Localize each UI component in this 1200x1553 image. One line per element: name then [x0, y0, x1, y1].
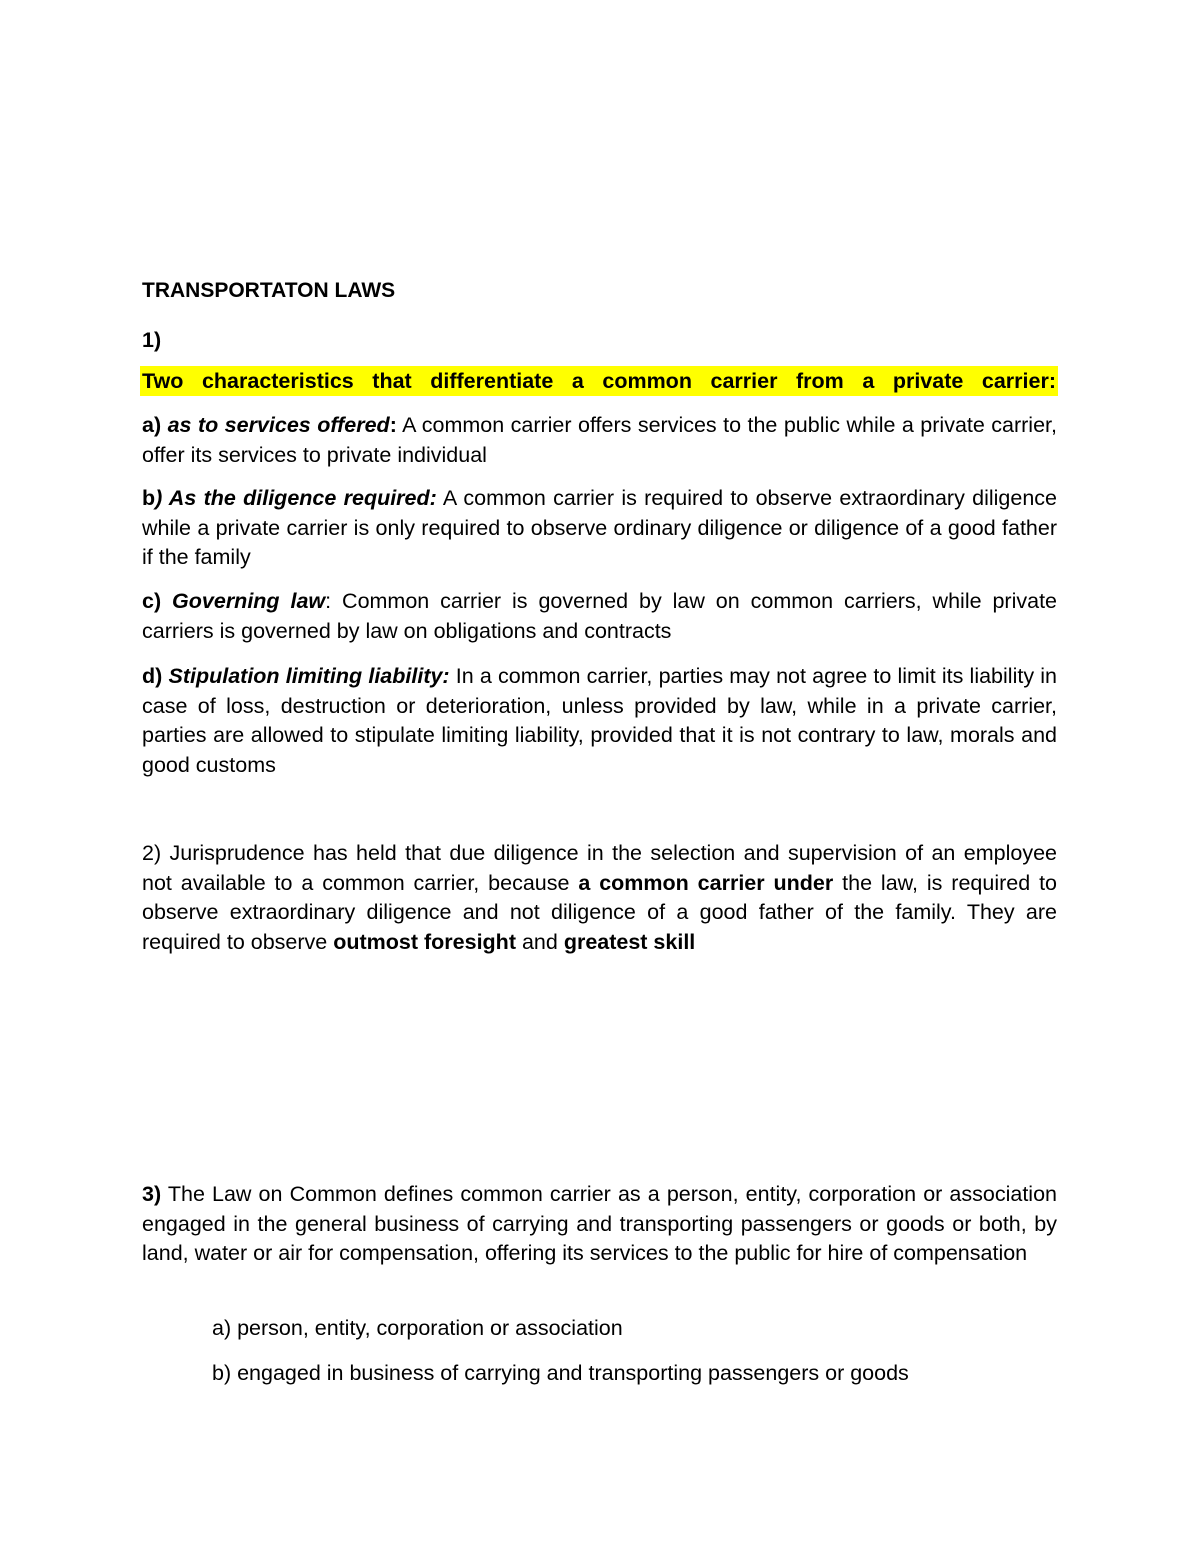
item-c-sep: :	[325, 589, 332, 613]
item-a-label: a)	[142, 413, 162, 437]
item-a-term: as to services offered	[167, 413, 390, 437]
q3-text: The Law on Common defines common carrier as a person, entity, corporation or association engaged in the general business of carrying and transporting passengers or goods or both, by land, water or air for compensation, offering its services to the public for hire of compensation	[142, 1182, 1057, 1265]
q2-bold-2: outmost foresight	[333, 929, 516, 954]
q3-sub-item-a: a) person, entity, corporation or association	[212, 1316, 623, 1340]
item-c-term: Governing law	[172, 589, 326, 613]
q2-part-3: and	[515, 929, 564, 954]
item-d-label: d)	[142, 664, 163, 688]
item-b-sep: :	[429, 486, 437, 510]
item-a	[142, 411, 1057, 470]
item-b	[142, 484, 1057, 573]
item-b-label: b	[142, 486, 156, 510]
item-c-text: Common carrier is governed by law on common carriers, while private carriers is governed by law on obligations and contracts	[142, 589, 1057, 643]
q3-number: 3)	[142, 1182, 162, 1206]
question-2	[142, 839, 1057, 957]
document-title: TRANSPORTATON LAWS	[142, 279, 396, 302]
q2-bold-1: a common carrier under	[578, 870, 834, 895]
item-b-term: ) As the diligence required	[155, 486, 430, 510]
item-a-text: A common carrier offers services to the public while a private carrier, offer its services to private individual	[142, 413, 1057, 467]
q3-sub-item-b: b) engaged in business of carrying and transporting passengers or goods	[212, 1361, 909, 1385]
q2-part-2: the law, is required to observe extraordinary diligence and not diligence of a good father of the family. They are required to observe	[142, 870, 1057, 954]
item-d-term: Stipulation limiting liability:	[168, 664, 450, 688]
question-3	[142, 1180, 1057, 1269]
item-b-text: A common carrier is required to observe extraordinary diligence while a private carrier is only required to observe ordinary diligence or diligence of a good father if the family	[142, 486, 1057, 569]
question-1-number: 1)	[142, 328, 162, 352]
item-d	[142, 662, 1057, 780]
question-1-heading: Two characteristics that differentiate a common carrier from a private carrier:	[142, 369, 1056, 393]
item-c	[142, 587, 1057, 646]
item-d-text: In a common carrier, parties may not agree to limit its liability in case of loss, destruction or deterioration, unless provided by law, while in a private carrier, parties are allowed to stipulate limiting liability, provided that it is not contrary to law, morals and good customs	[142, 664, 1057, 777]
item-a-sep: :	[389, 413, 397, 437]
q2-part-1: 2) Jurisprudence has held that due diligence in the selection and supervision of an employee not available to a common carrier, because	[142, 841, 1057, 895]
q2-bold-3: greatest skill	[563, 929, 696, 954]
item-c-label: c)	[142, 589, 162, 613]
